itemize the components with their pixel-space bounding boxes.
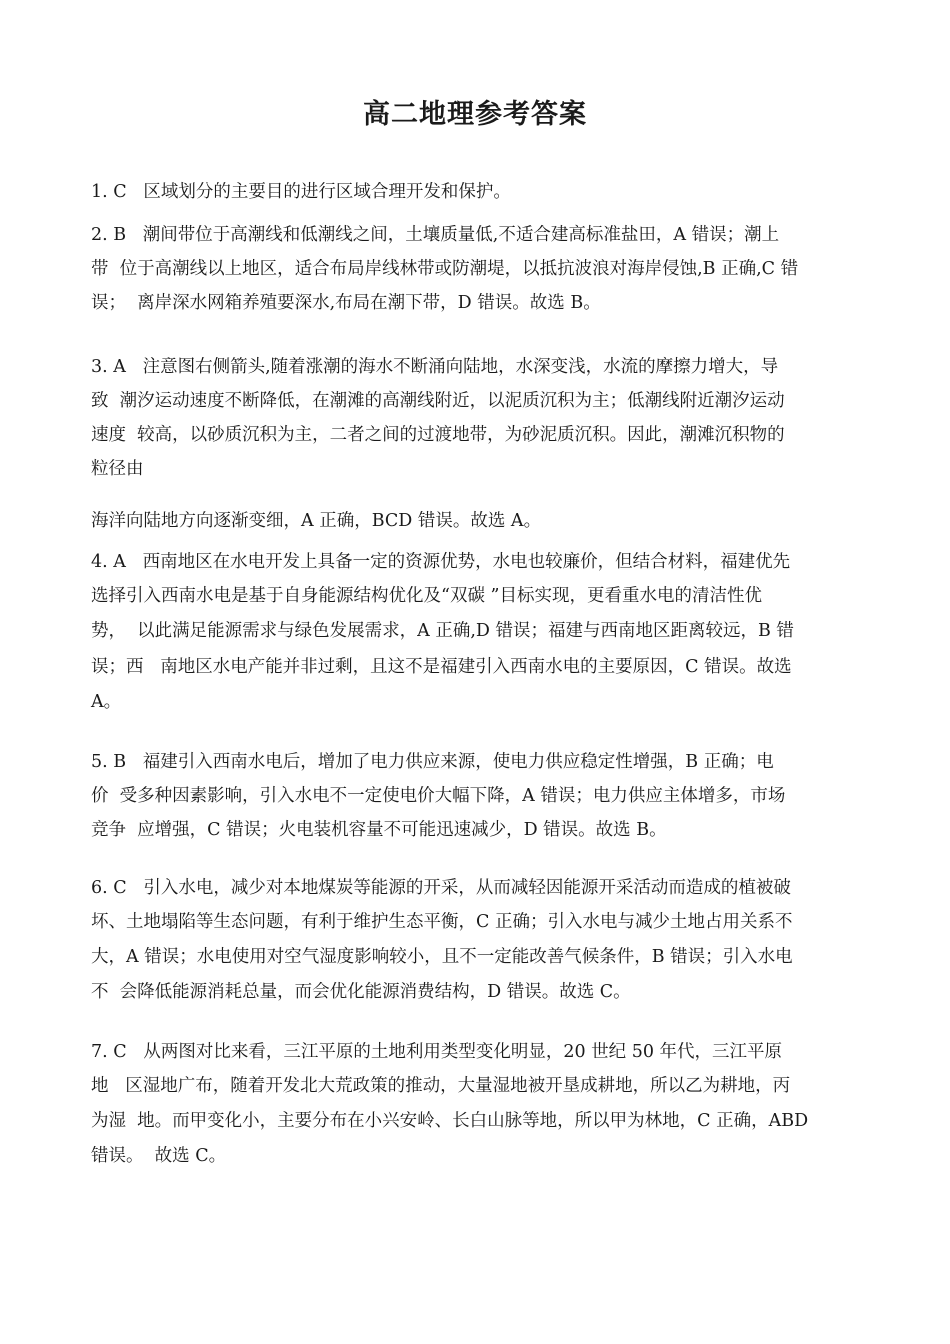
text-line: 价 受多种因素影响，引入水电不一定使电价大幅下降，A 错误；电力供应主体增多，市场 (91, 786, 786, 806)
text-line: 误； 离岸深水网箱养殖要深水,布局在潮下带，D 错误。故选 B。 (91, 293, 601, 313)
text-line: 为湿 地。而甲变化小，主要分布在小兴安岭、长白山脉等地，所以甲为林地，C 正确，ABD (91, 1111, 809, 1131)
text-line: 5. B 福建引入西南水电后，增加了电力供应来源，使电力供应稳定性增强，B 正确；电 (91, 752, 774, 772)
text-line: 6. C 引入水电，减少对本地煤炭等能源的开采，从而减轻因能源开采活动而造成的植被破 (91, 878, 791, 898)
page-title: 高二地理参考答案 (363, 99, 587, 130)
text-line: 大，A 错误；水电使用对空气湿度影响较小，且不一定能改善气候条件，B 错误；引入水电 (91, 947, 793, 967)
text-line: 坏、土地塌陷等生态问题，有利于维护生态平衡，C 正确；引入水电与减少土地占用关系不 (91, 912, 793, 932)
text-line: 带 位于高潮线以上地区，适合布局岸线林带或防潮堤，以抵抗波浪对海岸侵蚀,B 正确,C 错 (91, 259, 799, 279)
text-line: 1. C 区域划分的主要目的进行区域合理开发和保护。 (91, 182, 511, 202)
text-line: 粒径由 (91, 459, 144, 479)
text-line: 选择引入西南水电是基于自身能源结构优化及“双碳 ”目标实现，更看重水电的清洁性优 (91, 586, 762, 606)
text-line: 2. B 潮间带位于高潮线和低潮线之间，土壤质量低,不适合建高标准盐田，A 错误；潮上 (91, 225, 780, 245)
text-line: 地 区湿地广布，随着开发北大荒政策的推动，大量湿地被开垦成耕地，所以乙为耕地，丙 (91, 1076, 791, 1096)
text-line: 竞争 应增强，C 错误；火电装机容量不可能迅速减少，D 错误。故选 B。 (91, 820, 667, 840)
text-line: 致 潮汐运动速度不断降低，在潮滩的高潮线附近，以泥质沉积为主；低潮线附近潮汐运动 (91, 391, 785, 411)
text-line: 3. A 注意图右侧箭头,随着涨潮的海水不断涌向陆地，水深变浅，水流的摩擦力增大，导 (91, 357, 779, 377)
text-line: 7. C 从两图对比来看，三江平原的土地利用类型变化明显，20 世纪 50 年代，三江平原 (91, 1042, 783, 1062)
text-line: 4. A 西南地区在水电开发上具备一定的资源优势，水电也较廉价，但结合材料，福建优先 (91, 552, 791, 572)
text-line: 势， 以此满足能源需求与绿色发展需求，A 正确,D 错误；福建与西南地区距离较远，B 错 (91, 621, 794, 641)
text-line: 错误。 故选 C。 (91, 1146, 227, 1166)
text-line: 速度 较高，以砂质沉积为主，二者之间的过渡地带，为砂泥质沉积。因此，潮滩沉积物的 (91, 425, 785, 445)
text-line: 不 会降低能源消耗总量，而会优化能源消费结构，D 错误。故选 C。 (91, 982, 631, 1002)
text-line: 海洋向陆地方向逐渐变细，A 正确，BCD 错误。故选 A。 (91, 511, 542, 531)
text-line: A。 (91, 692, 122, 712)
text-line: 误；西 南地区水电产能并非过剩，且这不是福建引入西南水电的主要原因，C 错误。故选 (91, 657, 792, 677)
